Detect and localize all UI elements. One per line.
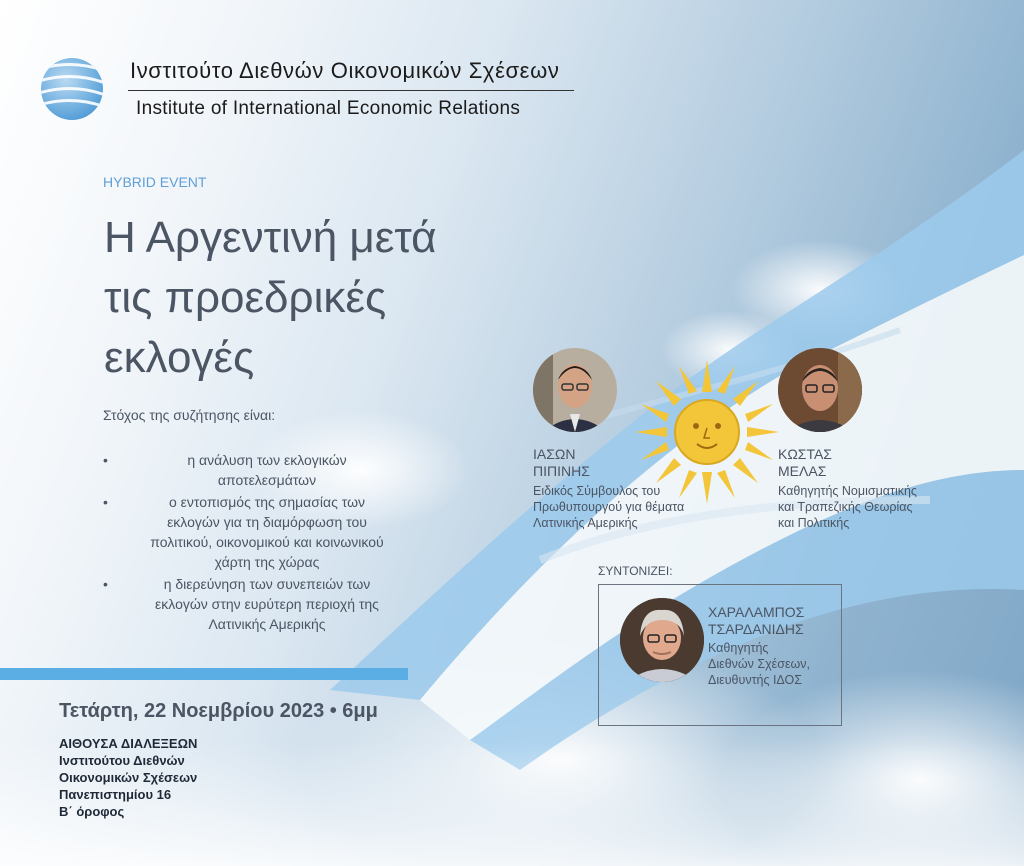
avatar <box>778 348 862 432</box>
speaker-photo-1 <box>533 348 617 432</box>
speaker-name-1: ΙΑΣΩΝ ΠΙΠΙΝΗΣ <box>533 446 590 479</box>
avatar <box>620 598 704 682</box>
institute-name-english: Institute of International Economic Relations <box>136 98 521 119</box>
event-type: HYBRID EVENT <box>103 174 207 190</box>
speaker-photo-2 <box>778 348 862 432</box>
bullet-icon: • <box>103 576 108 592</box>
bullet-icon: • <box>103 452 108 468</box>
speaker-name-2: ΚΩΣΤΑΣ ΜΕΛΑΣ <box>778 446 832 479</box>
moderator-name: ΧΑΡΑΛΑΜΠΟΣ ΤΣΑΡΔΑΝΙΔΗΣ <box>708 604 805 637</box>
goals-list <box>103 450 403 636</box>
goal-intro: Στόχος της συζήτησης είναι: <box>103 407 276 423</box>
event-title: Η Αργεντινή μετά τις προεδρικές εκλογές <box>104 213 437 382</box>
event-venue: ΑΙΘΟΥΣΑ ΔΙΑΛΕΞΕΩΝ Ινστιτούτου Διεθνών Οικονομικών Σχέσεων Πανεπιστημίου 16 Β΄ όροφος <box>59 736 198 819</box>
moderator-role: Καθηγητής Διεθνών Σχέσεων, Διευθυντής ΙΔΟΣ <box>708 641 811 687</box>
institute-name-greek: Ινστιτούτο Διεθνών Οικονομικών Σχέσεων <box>130 58 560 83</box>
bullet-icon: • <box>103 494 108 510</box>
speaker-role-2: Καθηγητής Νομισματικής και Τραπεζικής Θεωρίας και Πολιτικής <box>778 484 917 530</box>
avatar <box>533 348 617 432</box>
moderator-label: ΣΥΝΤΟΝΙΖΕΙ: <box>598 564 673 578</box>
goal-item: • ο εντοπισμός της σημασίας των εκλογών για τη διαμόρφωση του πολιτικού, οικονομικού και κοινωνικού χάρτη της χώρας <box>103 494 384 570</box>
speaker-role-1: Ειδικός Σύμβουλος του Πρωθυπουργού για θέματα Λατινικής Αμερικής <box>533 484 685 530</box>
logo-divider <box>128 90 574 91</box>
moderator-photo <box>620 598 704 682</box>
event-date: Τετάρτη, 22 Νοεμβρίου 2023 • 6μμ <box>59 700 378 722</box>
globe-logo-icon <box>38 56 106 122</box>
goal-item: • η διερεύνηση των συνεπειών των εκλογών στην ευρύτερη περιοχή της Λατινικής Αμερικής <box>103 576 379 632</box>
accent-bar <box>0 668 408 680</box>
goal-item: • η ανάλυση των εκλογικών αποτελεσμάτων <box>103 452 347 488</box>
